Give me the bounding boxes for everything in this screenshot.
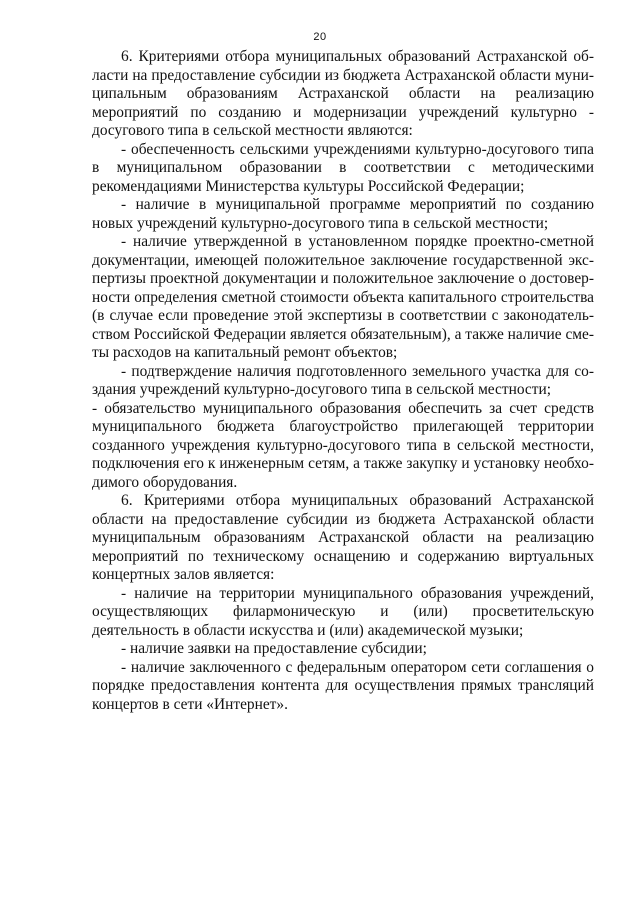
paragraph-criteria-rural-intro: 6. Критериями отбора муниципальных образований Астраханской области на предоставление субсидии из бюджета Астраханской области муниципальным образованиям Астраханской области на реализацию мероприятий по созданию и модернизации учреждений культурно - досугового типа в сельской местности являются: xyxy=(92,48,594,139)
paragraph-criterion-agreement: - наличие заключенного с федеральным оператором сети соглашения о порядке предоставления контента для осуществления прямых трансляций концертов в сети «Интернет». xyxy=(92,658,594,713)
document-body xyxy=(92,48,594,714)
paragraph-criterion-application: - наличие заявки на предоставление субсидии; xyxy=(121,640,427,657)
paragraph-criterion-provision: - обеспеченность сельскими учреждениями культурно-досугового типа в муниципальном образовании в соответствии с методическими рекомендациями Министерства культуры Российской Федерации; xyxy=(92,140,594,195)
paragraph-criteria-concert-halls-intro: 6. Критериями отбора муниципальных образований Астраханской области на предоставление субсидии из бюджета Астраханской области муниципальным образованиям Астраханской области на реализацию мероприятий по техническому оснащению и содержанию виртуальных концертных залов является: xyxy=(92,492,594,583)
paragraph-criterion-documentation: - наличие утвержденной в установленном порядке проектно-сметной документации, имеющей положительное заключение государственной экспертизы проектной документации и положительное заключение о достоверности определения сметной стоимости объекта капитального строительства (в случае если проведение этой экспертизы в соответствии с законодательством Российской Федерации является обязательным), а также наличие сметы расходов на капитальный ремонт объектов; xyxy=(92,233,594,361)
paragraph-criterion-program: - наличие в муниципальной программе мероприятий по созданию новых учреждений культурно-досугового типа в сельской местности; xyxy=(92,196,594,232)
page-number: 20 xyxy=(313,31,327,43)
paragraph-criterion-land-plot: - подтверждение наличия подготовленного земельного участка для создания учреждений культурно-досугового типа в сельской местности; xyxy=(92,362,594,398)
paragraph-criterion-obligation: - обязательство муниципального образования обеспечить за счет средств муниципального бюджета благоустройство прилегающей территории созданного учреждения культурно-досугового типа в сельской местности, подключения его к инженерным сетям, а также закупку и установку необходимого оборудования. xyxy=(92,399,594,491)
paragraph-criterion-institutions: - наличие на территории муниципального образования учреждений, осуществляющих филармоническую и (или) просветительскую деятельность в области искусства и (или) академической музыки; xyxy=(92,584,594,639)
